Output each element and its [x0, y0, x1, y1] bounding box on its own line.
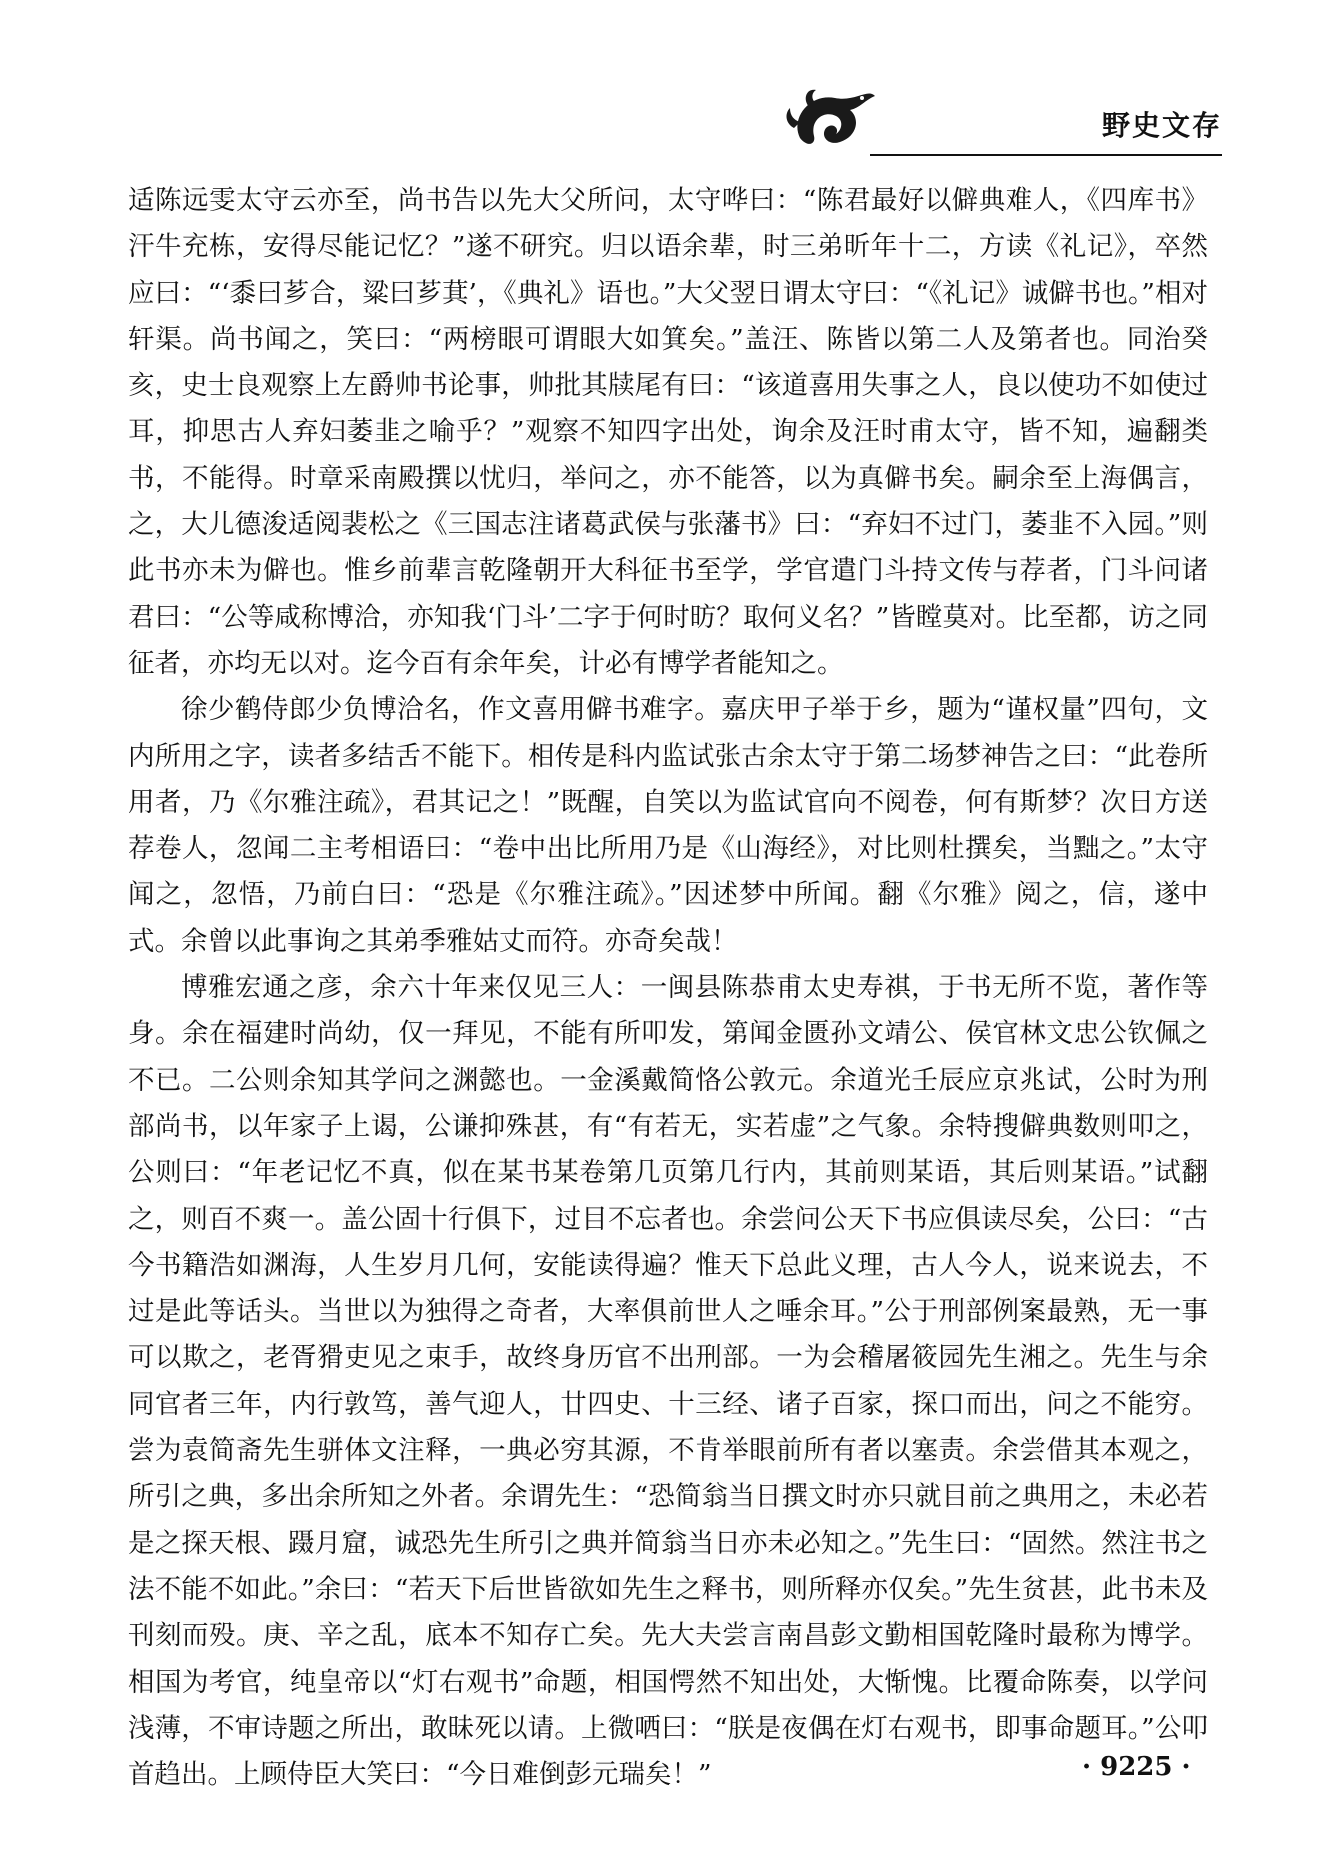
paragraph-1: 适陈远雯太守云亦至，尚书告以先大父所问，太守哗曰：“陈君最好以僻典难人，《四库书》汗牛充栋，安得尽能记忆？”遂不研究。归以语余辈，时三弟昕年十二，方读《礼记》，卒然应曰：“‘黍曰芗合，粱曰芗萁’，《典礼》语也。”大父翌日谓太守曰：“《礼记》诚僻书也。”相对轩渠。尚书闻之，笑曰：“两榜眼可谓眼大如箕矣。”盖汪、陈皆以第二人及第者也。同治癸亥，史士良观察上左爵帅书论事，帅批其牍尾有曰：“该道喜用失事之人，良以使功不如使过耳，抑思古人弃妇萎韭之喻乎？”观察不知四字出处，询余及汪时甫太守，皆不知，遍翻类书，不能得。时章采南殿撰以忧归，举问之，亦不能答，以为真僻书矣。嗣余至上海偶言，之，大儿德浚适阅裴松之《三国志注诸葛武侯与张藩书》曰：“弃妇不过门，萎韭不入园。”则此书亦未为僻也。惟乡前辈言乾隆朝开大科征书至学，学官遣门斗持文传与荐者，门斗问诸君曰：“公等咸称博洽，亦知我‘门斗’二字于何时昉？取何义名？”皆瞠莫对。比至都，访之同征者，亦均无以对。迄今百有余年矣，计必有博学者能知之。	[128, 185, 1208, 679]
dragon-emblem-icon	[780, 78, 880, 158]
running-header	[780, 78, 1222, 160]
page-number: · 9225 ·	[1082, 1752, 1191, 1782]
paragraph-2: 徐少鹤侍郎少负博洽名，作文喜用僻书难字。嘉庆甲子举于乡，题为“谨权量”四句，文内所用之字，读者多结舌不能下。相传是科内监试张古余太守于第二场梦神告之曰：“此卷所用者，乃《尔雅注疏》，君其记之！”既醒，自笑以为监试官向不阅卷，何有斯梦？次日方送荐卷人，忽闻二主考相语曰：“卷中出比所用乃是《山海经》，对比则杜撰矣，当黜之。”太守闻之，忽悟，乃前白曰：“恐是《尔雅注疏》。”因述梦中所闻。翻《尔雅》阅之，信，遂中式。余曾以此事询之其弟季雅姑丈而符。亦奇矣哉！	[128, 694, 1208, 957]
paragraph-3: 博雅宏通之彦，余六十年来仅见三人：一闽县陈恭甫太史寿祺，于书无所不览，著作等身。余在福建时尚幼，仅一拜见，不能有所叩发，第闻金匮孙文靖公、侯官林文忠公钦佩之不已。二公则余知其学问之渊懿也。一金溪戴简恪公敦元。余道光壬辰应京兆试，公时为刑部尚书，以年家子上谒，公谦抑殊甚，有“有若无，实若虚”之气象。余特搜僻典数则叩之，公则曰：“年老记忆不真，似在某书某卷第几页第几行内，其前则某语，其后则某语。”试翻之，则百不爽一。盖公固十行俱下，过目不忘者也。余尝问公天下书应俱读尽矣，公曰：“古今书籍浩如渊海，人生岁月几何，安能读得遍？惟天下总此义理，古人今人，说来说去，不过是此等话头。当世以为独得之奇者，大率俱前世人之唾余耳。”公于刑部例案最熟，无一事可以欺之，老胥猾吏见之束手，故终身历官不出刑部。一为会稽屠筱园先生湘之。先生与余同官者三年，内行敦笃，善气迎人，廿四史、十三经、诸子百家，探口而出，问之不能穷。尝为袁简斋先生骈体文注释，一典必穷其源，不肯举眼前所有者以塞责。余尝借其本观之，所引之典，多出余所知之外者。余谓先生：“恐简翁当日撰文时亦只就目前之典用之，未必若是之探天根、蹑月窟，诚恐先生所引之典并简翁当日亦未必知之。”先生曰：“固然。然注书之法不能不如此。”余曰：“若天下后世皆欲如先生之释书，则所释亦仅矣。”先生贫甚，此书未及刊刻而殁。庚、辛之乱，底本不知存亡矣。先大夫尝言南昌彭文勤相国乾隆时最称为博学。相国为考官，纯皇帝以“灯右观书”命题，相国愕然不知出处，大惭愧。比覆命陈奏，以学问浅薄，不审诗题之所出，敢昧死以请。上微哂曰：“朕是夜偶在灯右观书，即事命题耳。”公叩首趋出。上顾侍臣大笑曰：“今日难倒彭元瑞矣！”	[128, 972, 1208, 1791]
header-rule	[870, 154, 1222, 156]
body-text	[128, 178, 1208, 1798]
book-title: 野史文存	[1101, 109, 1222, 142]
